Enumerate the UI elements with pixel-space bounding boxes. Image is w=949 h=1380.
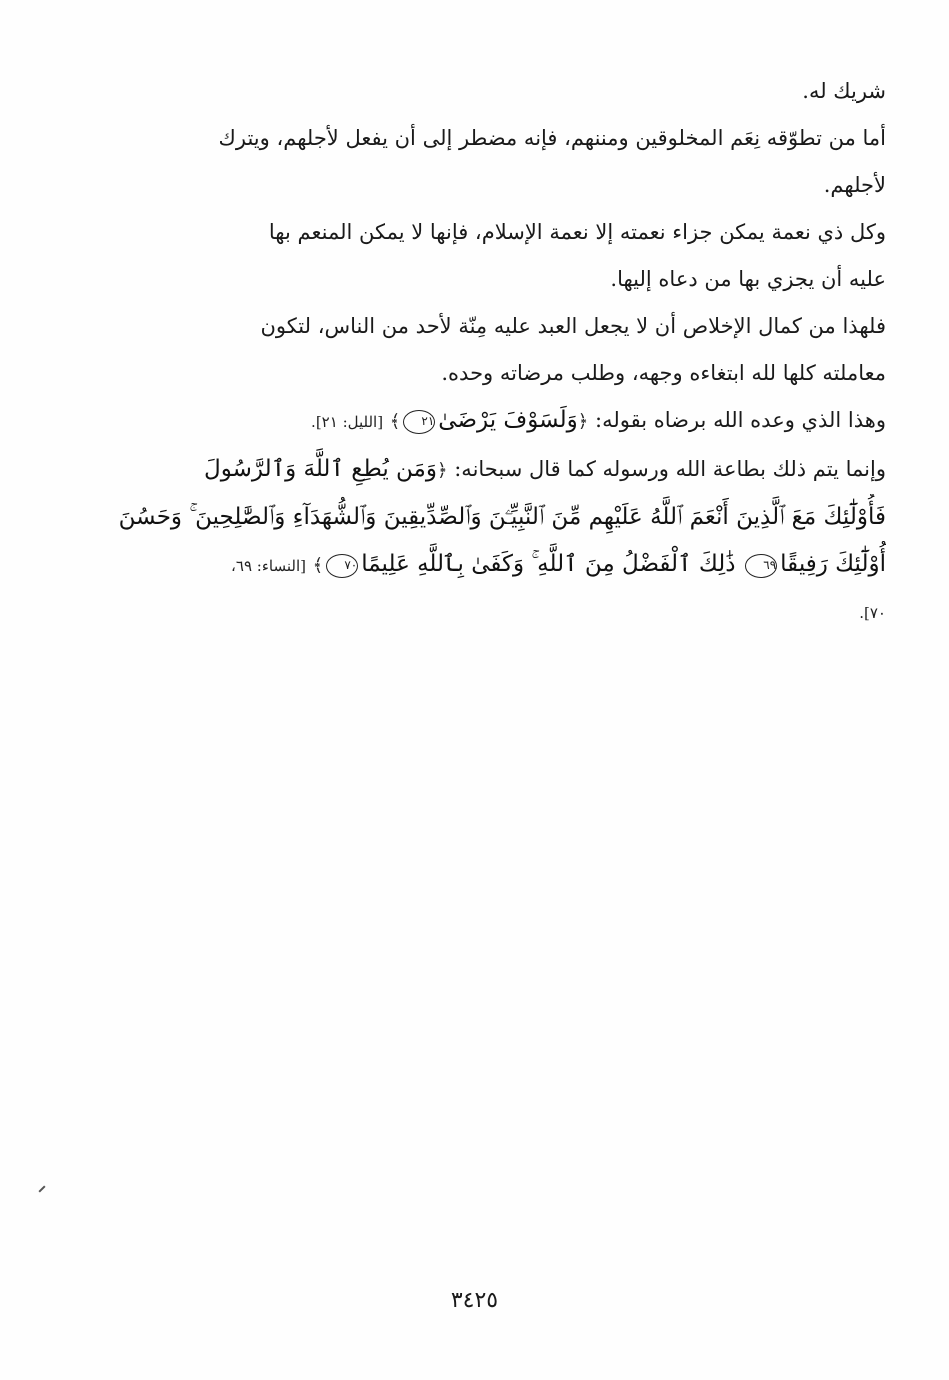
quran-close-bracket: ﴾ (312, 555, 324, 576)
surah-reference-continued: ٧٠]. (859, 604, 886, 622)
quran-open-bracket: ﴿ (577, 411, 589, 432)
page-number: ٣٤٢٥ (450, 1288, 499, 1313)
intro-text: وإنما يتم ذلك بطاعة الله ورسوله كما قال سبحانه: (454, 457, 886, 481)
quran-verse-line: فَأُوْلَٰٓئِكَ مَعَ ٱلَّذِينَ أَنْعَمَ ٱللَّهُ عَلَيْهِم مِّنَ ٱلنَّبِيِّـۧنَ وَٱلصِّدِّيقِينَ وَٱلشُّهَدَآءِ وَٱلصَّٰلِحِينَ ۚ وَحَسُنَ (118, 504, 886, 530)
text-line: شريك له. (802, 79, 886, 103)
text-line: لأجلهم. (823, 173, 886, 197)
text-line: معاملته كلها لله ابتغاءه وجهه، وطلب مرضاته وحده. (441, 361, 886, 385)
quran-close-bracket: ﴾ (389, 411, 401, 432)
surah-reference: [الليل: ٢١]. (311, 413, 384, 431)
quran-open-bracket: ﴿ (437, 460, 448, 481)
quran-verse: أُوْلَٰٓئِكَ رَفِيقًا (780, 551, 886, 577)
quran-verse-line (112, 541, 886, 590)
text-line: وكل ذي نعمة يمكن جزاء نعمته إلا نعمة الإسلام، فإنها لا يمكن المنعم بها (268, 220, 886, 244)
ayah-number-marker: ٧٠ (326, 554, 358, 578)
quran-citation-line (112, 446, 886, 494)
surah-reference: [النساء: ٦٩، (231, 557, 306, 575)
text-line: عليه أن يجزي بها من دعاه إليها. (610, 267, 886, 291)
ayah-number-marker: ٢١ (403, 410, 435, 434)
text-line: أما من تطوّقه نِعَم المخلوقين ومننهم، فإنه مضطر إلى أن يفعل لأجلهم، ويترك (218, 126, 886, 150)
ayah-number-marker: ٦٩ (745, 554, 777, 578)
quran-verse: ذَٰلِكَ ٱلْفَضْلُ مِنَ ٱللَّهِ ۚ وَكَفَىٰ بِٱللَّهِ عَلِيمًا (361, 551, 736, 577)
quran-citation-line (112, 397, 886, 446)
body-text (112, 68, 886, 637)
text-line: فلهذا من كمال الإخلاص أن لا يجعل العبد عليه مِنّة لأحد من الناس، لتكون (260, 314, 886, 338)
stray-pen-mark (38, 1185, 45, 1192)
quran-verse: وَلَسَوْفَ يَرْضَىٰ (438, 407, 578, 433)
intro-text: وهذا الذي وعده الله برضاه بقوله: (595, 408, 886, 432)
quran-verse: وَمَن يُطِعِ ٱللَّهَ وَٱلرَّسُولَ (204, 456, 437, 482)
